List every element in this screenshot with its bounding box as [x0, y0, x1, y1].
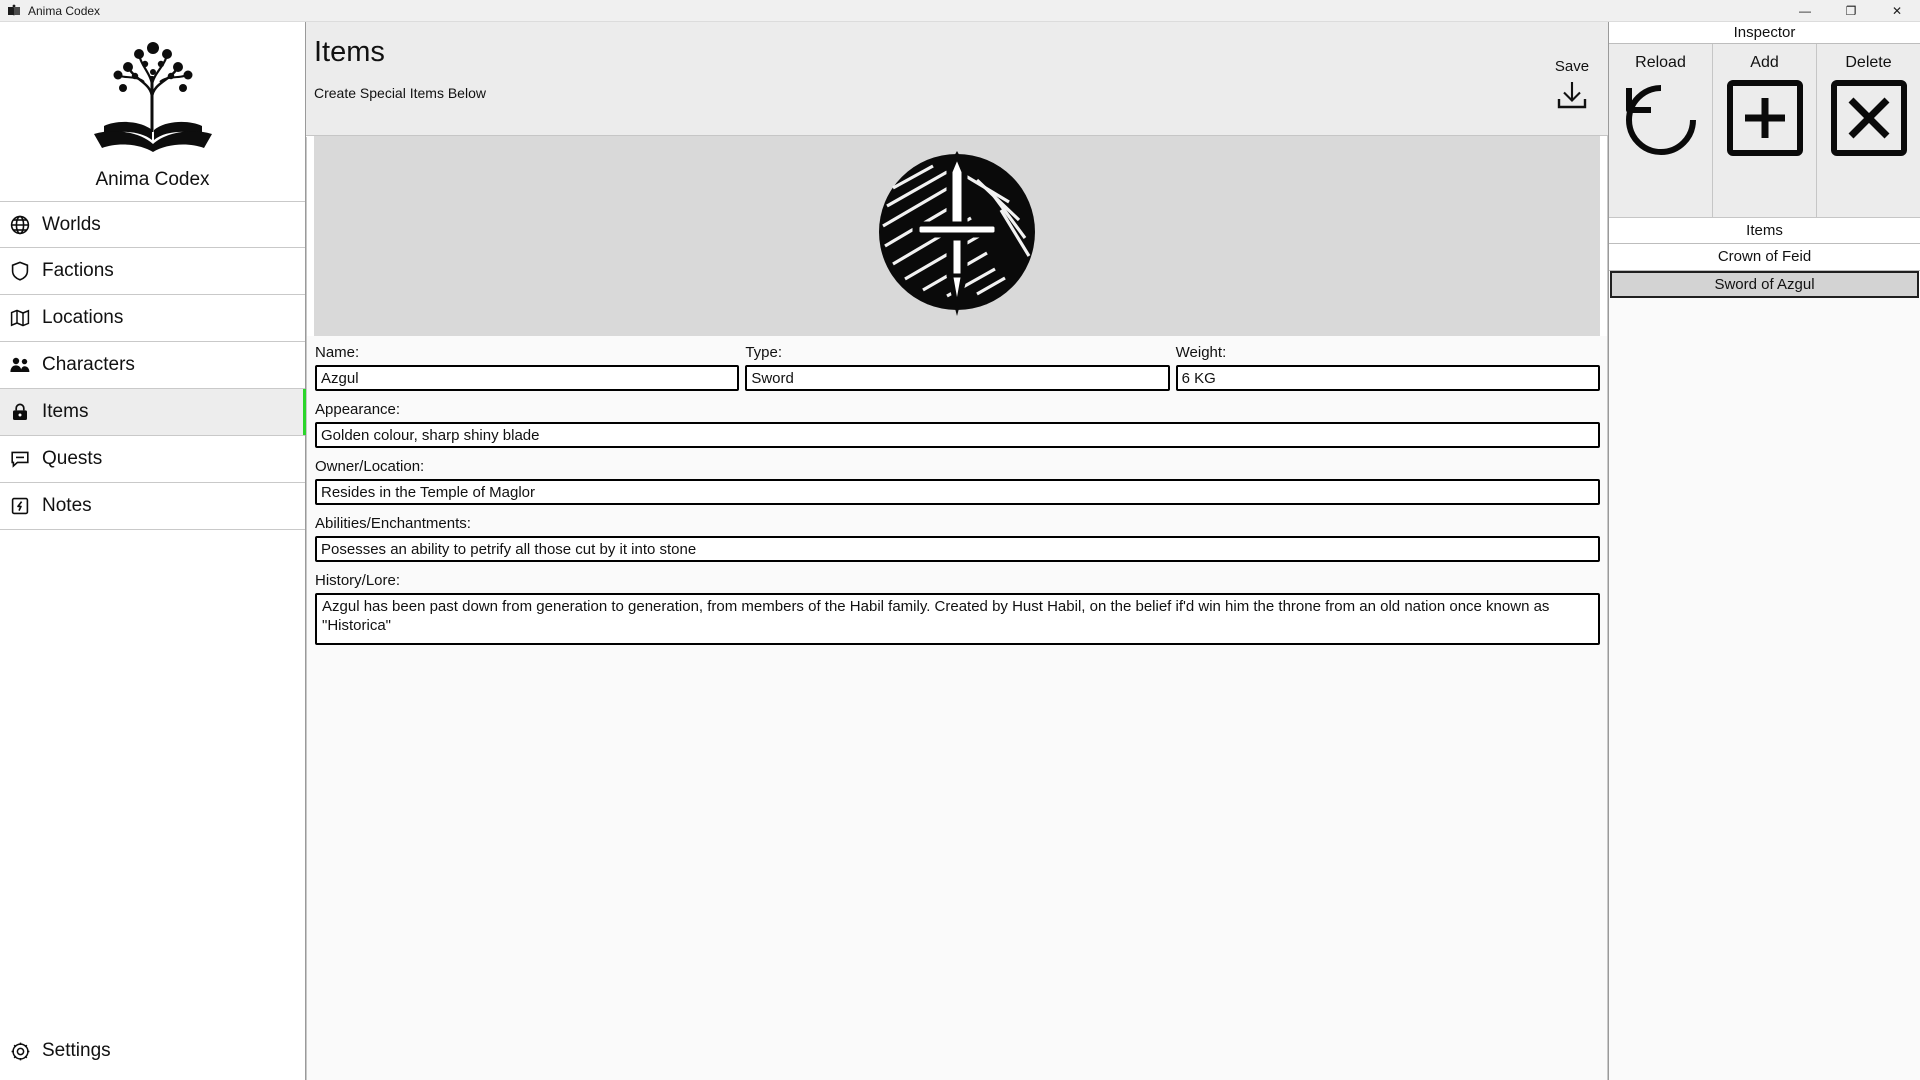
reload-button[interactable] — [1609, 44, 1713, 218]
form-row-primary — [315, 344, 1600, 401]
sidebar-item-label: Notes — [42, 495, 92, 516]
inspector-panel — [1608, 22, 1920, 1080]
item-image-panel — [314, 136, 1600, 336]
list-item[interactable]: Sword of Azgul — [1610, 271, 1919, 298]
sword-emblem-icon — [859, 136, 1055, 336]
minimize-button[interactable]: — — [1799, 4, 1811, 18]
sidebar-item-label: Locations — [42, 307, 124, 328]
map-icon — [8, 306, 32, 330]
brand-name: Anima Codex — [95, 169, 210, 190]
save-button[interactable] — [1544, 58, 1600, 116]
weight-label: Weight: — [1175, 344, 1227, 361]
inspector-actions — [1609, 44, 1920, 218]
delete-button[interactable] — [1817, 44, 1920, 218]
form-empty-space — [306, 870, 1608, 1080]
people-icon — [8, 353, 32, 377]
add-button[interactable] — [1713, 44, 1817, 218]
sidebar-item-label: Items — [42, 401, 89, 422]
reload-icon — [1619, 78, 1703, 167]
history-textarea[interactable] — [315, 593, 1600, 645]
reload-label: Reload — [1635, 54, 1686, 71]
sidebar-item-notes[interactable] — [0, 483, 305, 530]
field-appearance — [315, 401, 1600, 448]
sidebar-item-settings[interactable] — [0, 1028, 305, 1074]
weight-input[interactable] — [1176, 365, 1600, 391]
sidebar-item-label: Characters — [42, 354, 135, 375]
type-label: Type: — [745, 344, 783, 361]
field-history — [315, 572, 1600, 650]
inspector-list-header: Items — [1609, 218, 1920, 244]
field-type — [745, 344, 1169, 391]
sidebar-item-factions[interactable] — [0, 248, 305, 295]
field-name — [315, 344, 739, 391]
history-label: History/Lore: — [315, 572, 401, 589]
field-owner-location — [315, 458, 1600, 505]
abilities-label: Abilities/Enchantments: — [315, 515, 471, 532]
save-label: Save — [1554, 58, 1590, 75]
note-icon — [8, 494, 32, 518]
sidebar-item-quests[interactable] — [0, 436, 305, 483]
tree-of-knowledge-logo — [0, 36, 305, 161]
inspector-list-empty — [1609, 298, 1920, 1080]
close-button[interactable]: ✕ — [1891, 4, 1903, 18]
sidebar-item-label: Worlds — [42, 213, 101, 235]
app-body — [0, 22, 1920, 1080]
shield-icon — [8, 259, 32, 283]
name-label: Name: — [315, 344, 360, 361]
plus-icon — [1725, 78, 1805, 163]
field-weight — [1176, 344, 1600, 391]
type-input[interactable] — [745, 365, 1169, 391]
main-content — [306, 22, 1608, 1080]
window-title: Anima Codex — [28, 3, 101, 18]
sidebar-item-label: Factions — [42, 260, 114, 281]
gear-icon — [8, 1039, 32, 1063]
sidebar-item-locations[interactable] — [0, 295, 305, 342]
brand — [0, 22, 305, 201]
sidebar-item-characters[interactable] — [0, 342, 305, 389]
field-abilities — [315, 515, 1600, 562]
download-save-icon — [1553, 98, 1591, 115]
lock-icon — [8, 400, 32, 424]
content-left-edge — [306, 137, 307, 1080]
item-form — [306, 336, 1608, 870]
sidebar-item-items[interactable] — [0, 389, 305, 436]
settings-label: Settings — [42, 1040, 111, 1061]
name-input[interactable] — [315, 365, 739, 391]
appearance-input[interactable] — [315, 422, 1600, 448]
maximize-button[interactable]: ❐ — [1845, 4, 1857, 18]
sidebar-nav — [0, 201, 305, 530]
title-bar — [0, 0, 1920, 22]
owner-location-input[interactable] — [315, 479, 1600, 505]
sidebar-spacer — [0, 530, 305, 1028]
speech-bubble-icon — [8, 447, 32, 471]
page-header — [306, 22, 1608, 136]
page-title: Items — [314, 36, 385, 68]
owner-location-label: Owner/Location: — [315, 458, 425, 475]
delete-label: Delete — [1845, 54, 1892, 71]
book-icon — [6, 3, 22, 19]
cross-icon — [1829, 78, 1909, 163]
sidebar-item-worlds[interactable] — [0, 201, 305, 248]
sidebar-item-label: Quests — [42, 448, 103, 469]
list-item[interactable]: Crown of Feid — [1609, 244, 1920, 271]
inspector-title: Inspector — [1609, 22, 1920, 44]
page-subtitle: Create Special Items Below — [314, 85, 486, 101]
abilities-input[interactable] — [315, 536, 1600, 562]
content-right-edge — [1607, 22, 1608, 1080]
window-controls — [1782, 0, 1920, 22]
appearance-label: Appearance: — [315, 401, 401, 418]
globe-icon — [8, 213, 32, 237]
sidebar — [0, 22, 306, 1080]
add-label: Add — [1750, 54, 1779, 71]
